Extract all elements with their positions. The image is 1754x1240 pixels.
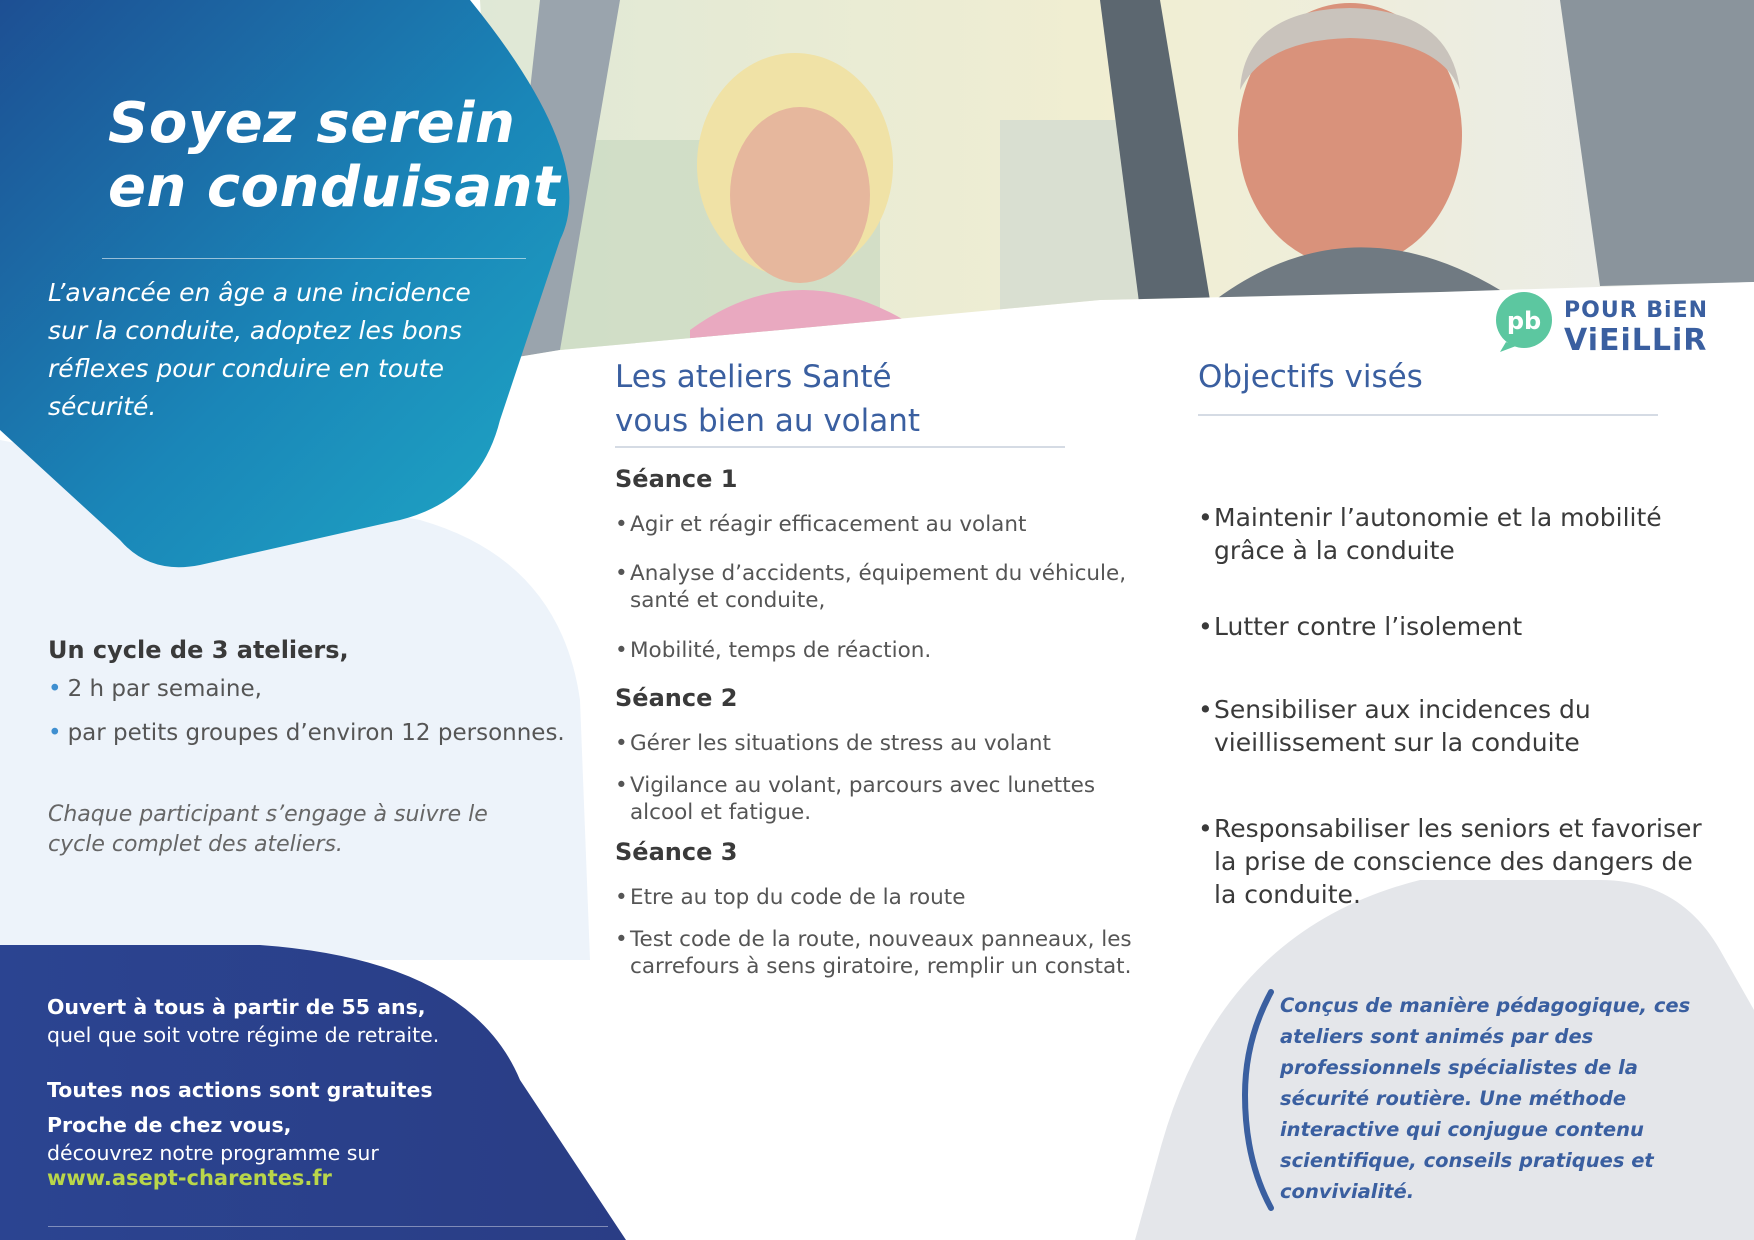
bullet-icon: • <box>615 773 628 798</box>
logo-line2: ViEiLLiR <box>1564 323 1708 358</box>
quote-text: Conçus de manière pédagogique, ces ateliers sont animés par des professionnels spécialistes de la sécurité routière. Une méthode interactive qui conjugue contenu scientifique, conseils pratiques et convivialité. <box>1280 994 1691 1203</box>
logo-text <box>1564 296 1708 356</box>
near-rest: découvrez notre programme sur <box>47 1141 379 1165</box>
objectifs-divider <box>1198 414 1658 416</box>
bullet-icon: • <box>1198 695 1213 724</box>
near-statement <box>47 1111 379 1167</box>
objectifs-title: Objectifs visés <box>1198 359 1423 395</box>
hero-intro: L’avancée en âge a une incidence sur la conduite, adoptez les bons réflexes pour conduire en toute sécurité. <box>48 278 471 421</box>
list-item: • Lutter contre l’isolement <box>1198 612 1523 641</box>
logo-icon <box>1494 290 1556 354</box>
bullet-icon: • <box>615 885 628 910</box>
ateliers-divider <box>615 446 1065 448</box>
cycle-note: Chaque participant s’engage à suivre le cycle complet des ateliers. <box>48 802 488 857</box>
bullet-icon: • <box>48 676 62 702</box>
bullet-icon: • <box>615 561 628 586</box>
hero-title-line2: en conduisant <box>108 155 561 220</box>
list-item: • Agir et réagir efficacement au volant <box>615 512 1027 537</box>
list-item: • Maintenir l’autonomie et la mobilité grâce à la conduite <box>1198 503 1662 565</box>
bullet-icon: • <box>1198 503 1213 532</box>
open-statement <box>47 993 439 1049</box>
ateliers-title-line1: Les ateliers Santé <box>615 359 892 395</box>
list-item: • Sensibiliser aux incidences du vieillissement sur la conduite <box>1198 695 1591 757</box>
near-bold: Proche de chez vous, <box>47 1113 292 1137</box>
cycle-item: 2 h par semaine, <box>67 676 262 702</box>
logo <box>1494 290 1724 358</box>
bullet-icon: • <box>615 512 628 537</box>
list-item: • Etre au top du code de la route <box>615 885 966 910</box>
bullet-icon: • <box>48 720 62 746</box>
list-item: • Mobilité, temps de réaction. <box>615 638 932 663</box>
svg-text:pb: pb <box>1506 307 1542 335</box>
seance-3-title: Séance 3 <box>615 838 738 866</box>
list-item: • Vigilance au volant, parcours avec lunettes alcool et fatigue. <box>615 773 1096 825</box>
logo-line1: POUR BiEN <box>1564 298 1709 323</box>
list-item: • Test code de la route, nouveaux panneaux, les carrefours à sens giratoire, remplir un constat. <box>615 927 1132 979</box>
open-rest: quel que soit votre régime de retraite. <box>47 1023 440 1047</box>
bullet-icon: • <box>1198 612 1213 641</box>
cycle-title: Un cycle de 3 ateliers, <box>48 636 349 664</box>
list-item <box>48 676 565 720</box>
bullet-icon: • <box>615 638 628 663</box>
bullet-icon: • <box>1198 814 1213 843</box>
bullet-icon: • <box>615 731 628 756</box>
open-bold: Ouvert à tous à partir de 55 ans, <box>47 995 426 1019</box>
website-link[interactable]: www.asept-charentes.fr <box>47 1166 332 1190</box>
bullet-icon: • <box>615 927 628 952</box>
hero-title <box>108 92 560 220</box>
seance-1-title: Séance 1 <box>615 465 738 493</box>
cycle-list <box>48 676 565 764</box>
ateliers-title-line2: vous bien au volant <box>615 403 921 439</box>
free-bold: Toutes nos actions sont gratuites <box>47 1078 433 1102</box>
free-statement <box>47 1076 433 1104</box>
ateliers-title <box>615 355 920 443</box>
hero-title-line1: Soyez serein <box>108 91 516 156</box>
list-item <box>48 720 565 764</box>
seance-2-title: Séance 2 <box>615 684 738 712</box>
hero-divider <box>102 258 526 259</box>
list-item: • Gérer les situations de stress au volant <box>615 731 1051 756</box>
cycle-item: par petits groupes d’environ 12 personnes. <box>67 720 565 746</box>
list-item: • Responsabiliser les seniors et favoriser la prise de conscience des dangers de la conduite. <box>1198 814 1702 909</box>
list-item: • Analyse d’accidents, équipement du véhicule, santé et conduite, <box>615 561 1127 613</box>
